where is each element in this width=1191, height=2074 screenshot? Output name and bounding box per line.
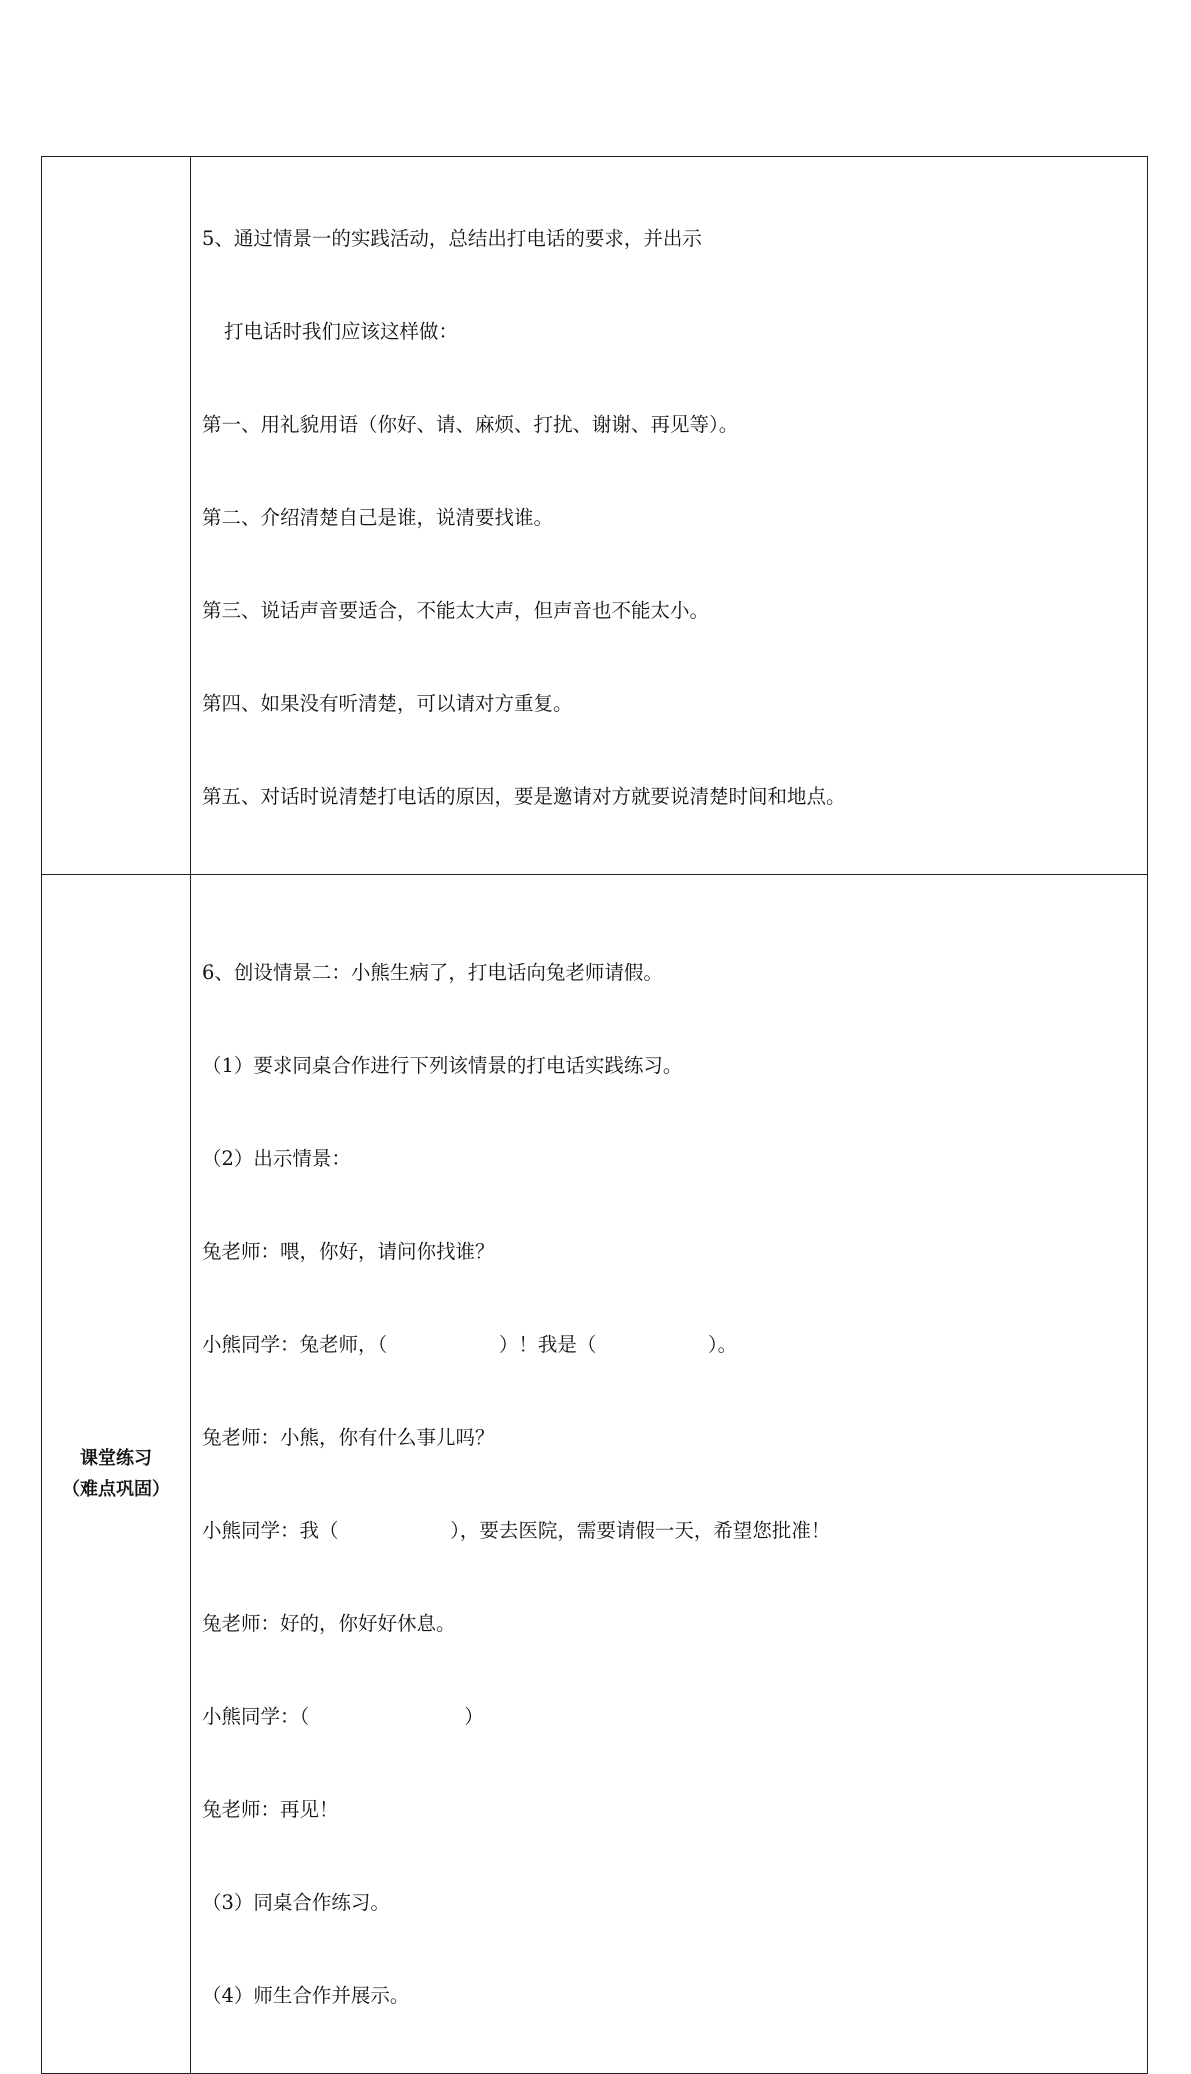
content-block <box>191 875 1147 2073</box>
text-line: 第四、如果没有听清楚，可以请对方重复。 <box>202 692 573 715</box>
row-content-cell <box>191 157 1148 875</box>
text-line: 小熊同学：兔老师，（ ）！我是（ ）。 <box>202 1333 738 1356</box>
text-line: （3）同桌合作练习。 <box>202 1891 390 1914</box>
text-line: 第一、用礼貌用语（你好、请、麻烦、打扰、谢谢、再见等）。 <box>202 413 739 436</box>
text-line: （4）师生合作并展示。 <box>202 1984 410 2007</box>
text-line: 6、创设情景二：小熊生病了，打电话向兔老师请假。 <box>202 961 663 984</box>
row-label-cell <box>42 157 191 875</box>
text-line: 第二、介绍清楚自己是谁，说清要找谁。 <box>202 506 554 529</box>
text-line: 小熊同学：（ ） <box>202 1705 484 1728</box>
text-line: （2）出示情景： <box>202 1147 351 1170</box>
text-line: 打电话时我们应该这样做： <box>224 320 459 343</box>
row-label-cell <box>42 875 191 2074</box>
content-block <box>191 157 1147 874</box>
text-line: （1）要求同桌合作进行下列该情景的打电话实践练习。 <box>202 1054 683 1077</box>
text-line: 5、通过情景一的实践活动，总结出打电话的要求，并出示 <box>202 227 702 250</box>
table-row <box>42 157 1148 875</box>
lesson-plan-table <box>41 156 1148 2074</box>
text-line: 第三、说话声音要适合，不能太大声，但声音也不能太小。 <box>202 599 710 622</box>
row-label: 课堂练习 <box>80 1448 152 1469</box>
row-sublabel: （难点巩固） <box>62 1479 170 1500</box>
row-content-cell <box>191 875 1148 2074</box>
text-line: 兔老师：再见！ <box>202 1798 339 1821</box>
text-line: 兔老师：小熊，你有什么事儿吗？ <box>202 1426 495 1449</box>
text-line: 第五、对话时说清楚打电话的原因，要是邀请对方就要说清楚时间和地点。 <box>202 785 846 808</box>
table-row <box>42 875 1148 2074</box>
text-line: 兔老师：好的，你好好休息。 <box>202 1612 456 1635</box>
text-line: 兔老师：喂，你好，请问你找谁？ <box>202 1240 495 1263</box>
text-line: 小熊同学：我（ ），要去医院，需要请假一天，希望您批准！ <box>202 1519 831 1542</box>
